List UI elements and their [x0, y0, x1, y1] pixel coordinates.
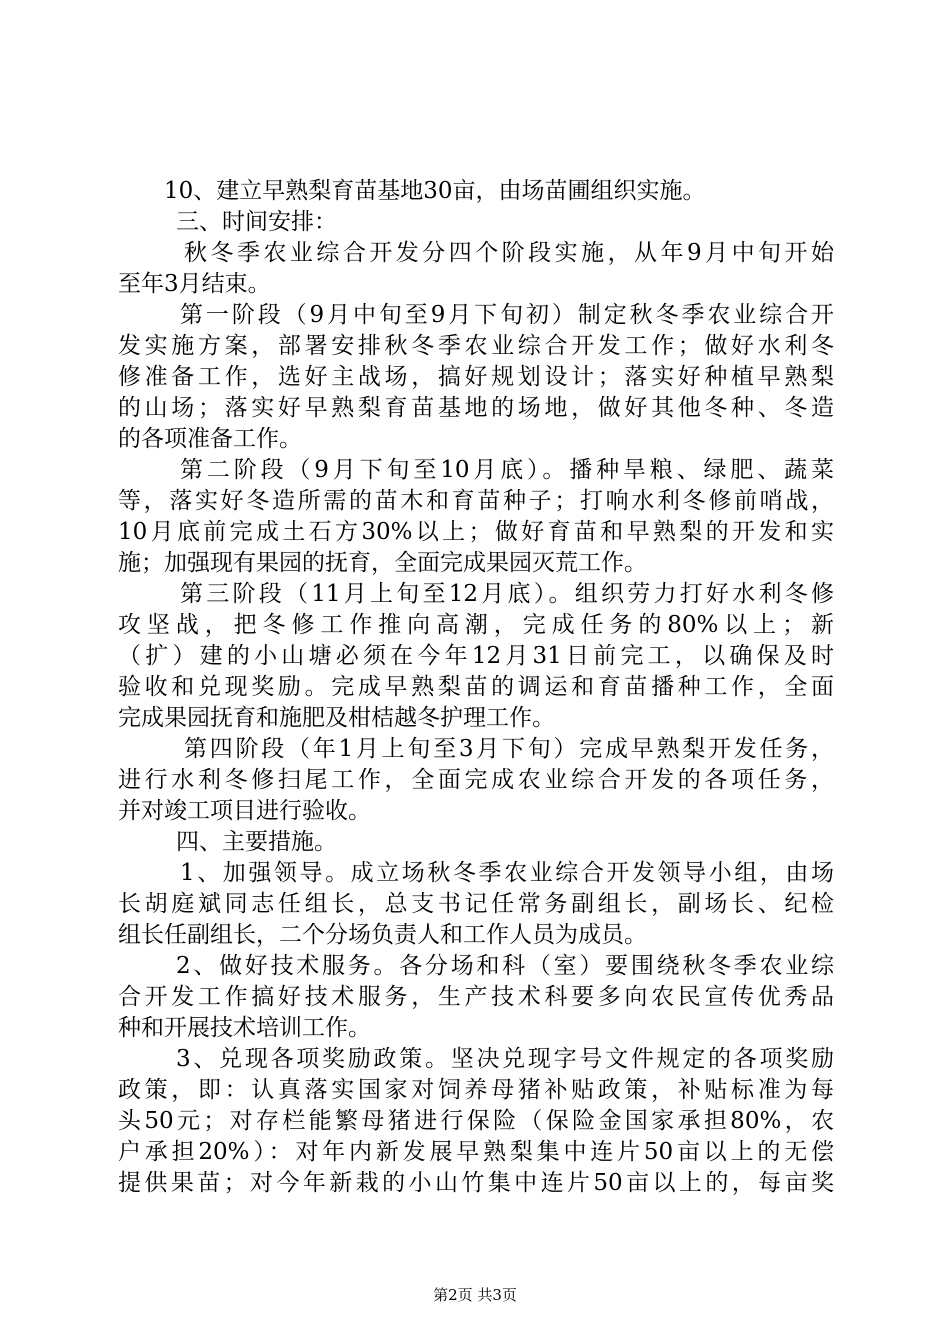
text-line: 验收和兑现奖励。完成早熟梨苗的调运和育苗播种工作，全面: [118, 674, 834, 700]
text-line: 的山场；落实好早熟梨育苗基地的场地，做好其他冬种、冬造: [118, 395, 834, 421]
text-line: 政策，即：认真落实国家对饲养母猪补贴政策，补贴标准为每: [118, 1077, 834, 1103]
text-line: 头50元；对存栏能繁母猪进行保险（保险金国家承担80%，农: [118, 1108, 834, 1134]
text-line: 第三阶段（11月上旬至12月底）。组织劳力打好水利冬修: [180, 581, 834, 607]
text-line: 合开发工作搞好技术服务，生产技术科要多向农民宣传优秀品: [118, 984, 834, 1010]
text-line: 第二阶段（9月下旬至10月底）。播种旱粮、绿肥、蔬菜: [180, 457, 834, 483]
text-line: 修准备工作，选好主战场，搞好规划设计；落实好种植早熟梨: [118, 364, 834, 390]
text-line: 攻坚战，把冬修工作推向高潮，完成任务的80%以上；新: [118, 612, 834, 638]
text-line: 户承担20%）：对年内新发展早熟梨集中连片50亩以上的无偿: [118, 1139, 834, 1165]
text-line: 长胡庭斌同志任组长，总支书记任常务副组长，副场长、纪检: [118, 891, 834, 917]
text-line: 的各项准备工作。: [118, 426, 302, 452]
text-line: 施；加强现有果园的抚育，全面完成果园灭荒工作。: [118, 550, 647, 576]
section-heading-schedule: 三、时间安排：: [176, 209, 337, 235]
text-line: （扩）建的小山塘必须在今年12月31日前完工，以确保及时: [118, 643, 834, 669]
text-line: 发实施方案，部署安排秋冬季农业综合开发工作；做好水利冬: [118, 333, 834, 359]
text-line: 第四阶段（年1月上旬至3月下旬）完成早熟梨开发任务，: [184, 736, 834, 762]
document-body: [118, 176, 834, 1199]
section-heading-measures: 四、主要措施。: [176, 829, 337, 855]
text-line: 3、兑现各项奖励政策。坚决兑现字号文件规定的各项奖励: [176, 1046, 834, 1072]
text-line: 秋冬季农业综合开发分四个阶段实施，从年9月中旬开始: [184, 240, 834, 266]
text-line: 提供果苗；对今年新栽的小山竹集中连片50亩以上的，每亩奖: [118, 1170, 834, 1196]
text-line: 种和开展技术培训工作。: [118, 1015, 371, 1041]
text-line: 10、建立早熟梨育苗基地30亩，由场苗圃组织实施。: [164, 178, 706, 204]
text-line: 等，落实好冬造所需的苗木和育苗种子；打响水利冬修前哨战，: [118, 488, 834, 514]
text-line: 并对竣工项目进行验收。: [118, 798, 371, 824]
text-line: 1、加强领导。成立场秋冬季农业综合开发领导小组，由场: [180, 860, 834, 886]
text-line: 组长任副组长，二个分场负责人和工作人员为成员。: [118, 922, 647, 948]
text-line: 完成果园抚育和施肥及柑桔越冬护理工作。: [118, 705, 555, 731]
text-line: 至年3月结束。: [118, 271, 271, 297]
page-number-footer: 第2页 共3页: [433, 1286, 517, 1304]
text-line: 10月底前完成土石方30%以上；做好育苗和早熟梨的开发和实: [118, 519, 834, 545]
text-line: 2、做好技术服务。各分场和科（室）要围绕秋冬季农业综: [176, 953, 834, 979]
text-line: 第一阶段（9月中旬至9月下旬初）制定秋冬季农业综合开: [180, 302, 834, 328]
text-line: 进行水利冬修扫尾工作，全面完成农业综合开发的各项任务，: [118, 767, 834, 793]
